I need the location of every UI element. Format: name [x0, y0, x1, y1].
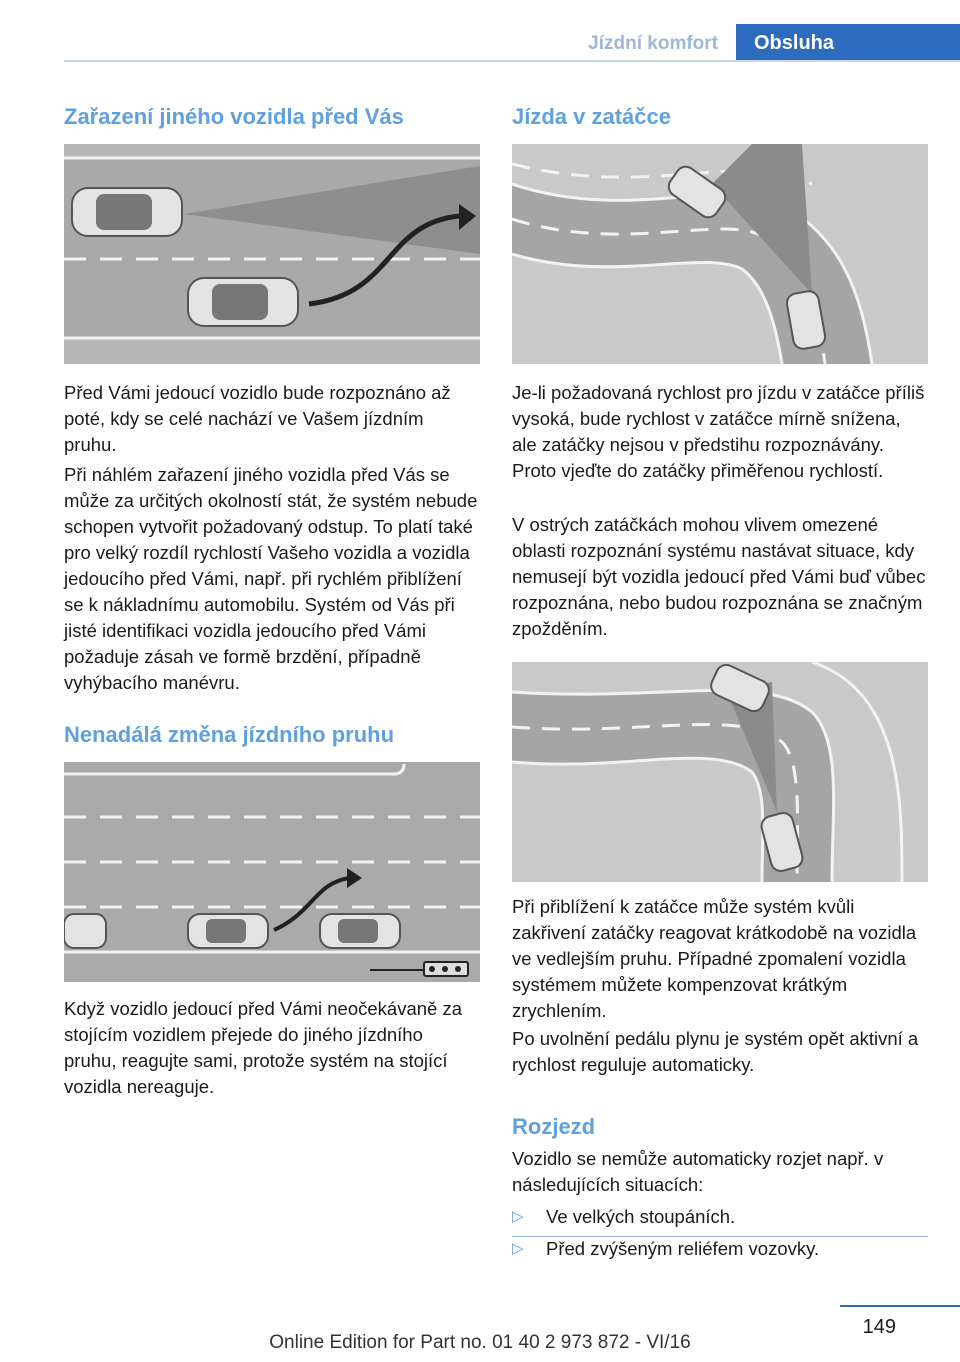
header-section-label: Jízdní komfort	[588, 33, 718, 54]
figure-curve-2	[512, 662, 928, 882]
heading-start: Rozjezd	[512, 1114, 596, 1139]
heading-lane-change: Nenadálá změna jízdního pruhu	[64, 722, 395, 747]
bullet-text: Před zvýšeným reliéfem vozovky.	[546, 1238, 820, 1259]
paragraph: Je-li požadovaná rychlost pro jízdu v zatáčce příliš vysoká, bude rychlost v zatáčce mírně snížena, ale zatáčky nejsou v předstihu rozpoznávány. Proto vjeďte do zatáčky přiměřenou rychlostí.	[512, 382, 925, 481]
triangle-bullet-icon: ▷	[512, 1240, 524, 1257]
page-number-rule	[840, 1305, 960, 1307]
bullet-text: Ve velkých stoupáních.	[546, 1206, 736, 1227]
paragraph: Vozidlo se nemůže automaticky rozjet např. v následujících situacích:	[512, 1148, 884, 1195]
triangle-bullet-icon: ▷	[512, 1208, 524, 1225]
figure-cut-in	[64, 144, 480, 364]
heading-curve: Jízda v zatáčce	[512, 104, 671, 129]
bullet-item	[512, 1236, 928, 1262]
car-icon	[188, 278, 298, 326]
paragraph: Při přiblížení k zatáčce může systém kvůli zakřivení zatáčky reagovat krátkodobě na vozidla ve vedlejším pruhu. Případné zpomalení vozidla systémem můžete kompenzovat krátkým zrychlením.	[512, 896, 917, 1021]
car-icon	[72, 188, 182, 236]
car-icon	[188, 914, 268, 948]
paragraph: Když vozidlo jedoucí před Vámi neočekávaně za stojícím vozidlem přejede do jiného jízdního pruhu, reagujte sami, protože systém na stojící vozidla nereaguje.	[64, 998, 462, 1097]
paragraph: V ostrých zatáčkách mohou vlivem omezené oblasti rozpoznání systému nastávat situace, kdy nemusejí být vozidla jedoucí před Vámi buď vůbec rozpoznána, nebo budou rozpoznána se značným zpožděním.	[512, 514, 926, 639]
figure-curve-1	[512, 144, 928, 364]
paragraph: Před Vámi jedoucí vozidlo bude rozpoznáno až poté, kdy se celé nachází ve Vašem jízdním pruhu.	[64, 382, 451, 455]
car-icon	[320, 914, 400, 948]
page-number: 149	[862, 1316, 896, 1338]
figure-lane-change	[64, 762, 480, 982]
paragraph: Při náhlém zařazení jiného vozidla před Vás se může za určitých okolností stát, že systém nebude schopen vytvořit požadovaný odstup. To platí také pro velký rozdíl rychlostí Vašeho vozidla a vozidla jedoucího před Vámi, např. při rychlém přiblížení se k nákladnímu automobilu. Systém od Vás při jisté identifikaci vozidla jedoucího před Vámi požaduje zásah ve formě brzdění, případně vyhýbacího manévru.	[64, 464, 478, 693]
footer-edition: Online Edition for Part no. 01 40 2 973 872 - VI/16	[269, 1332, 691, 1353]
bullet-item	[512, 1204, 928, 1230]
paragraph: Po uvolnění pedálu plynu je systém opět aktivní a rychlost reguluje automaticky.	[512, 1028, 919, 1075]
header-rule	[64, 60, 960, 62]
heading-cut-in: Zařazení jiného vozidla před Vás	[64, 104, 404, 129]
header-chapter-tab: Obsluha	[736, 24, 960, 62]
car-icon	[64, 914, 106, 948]
